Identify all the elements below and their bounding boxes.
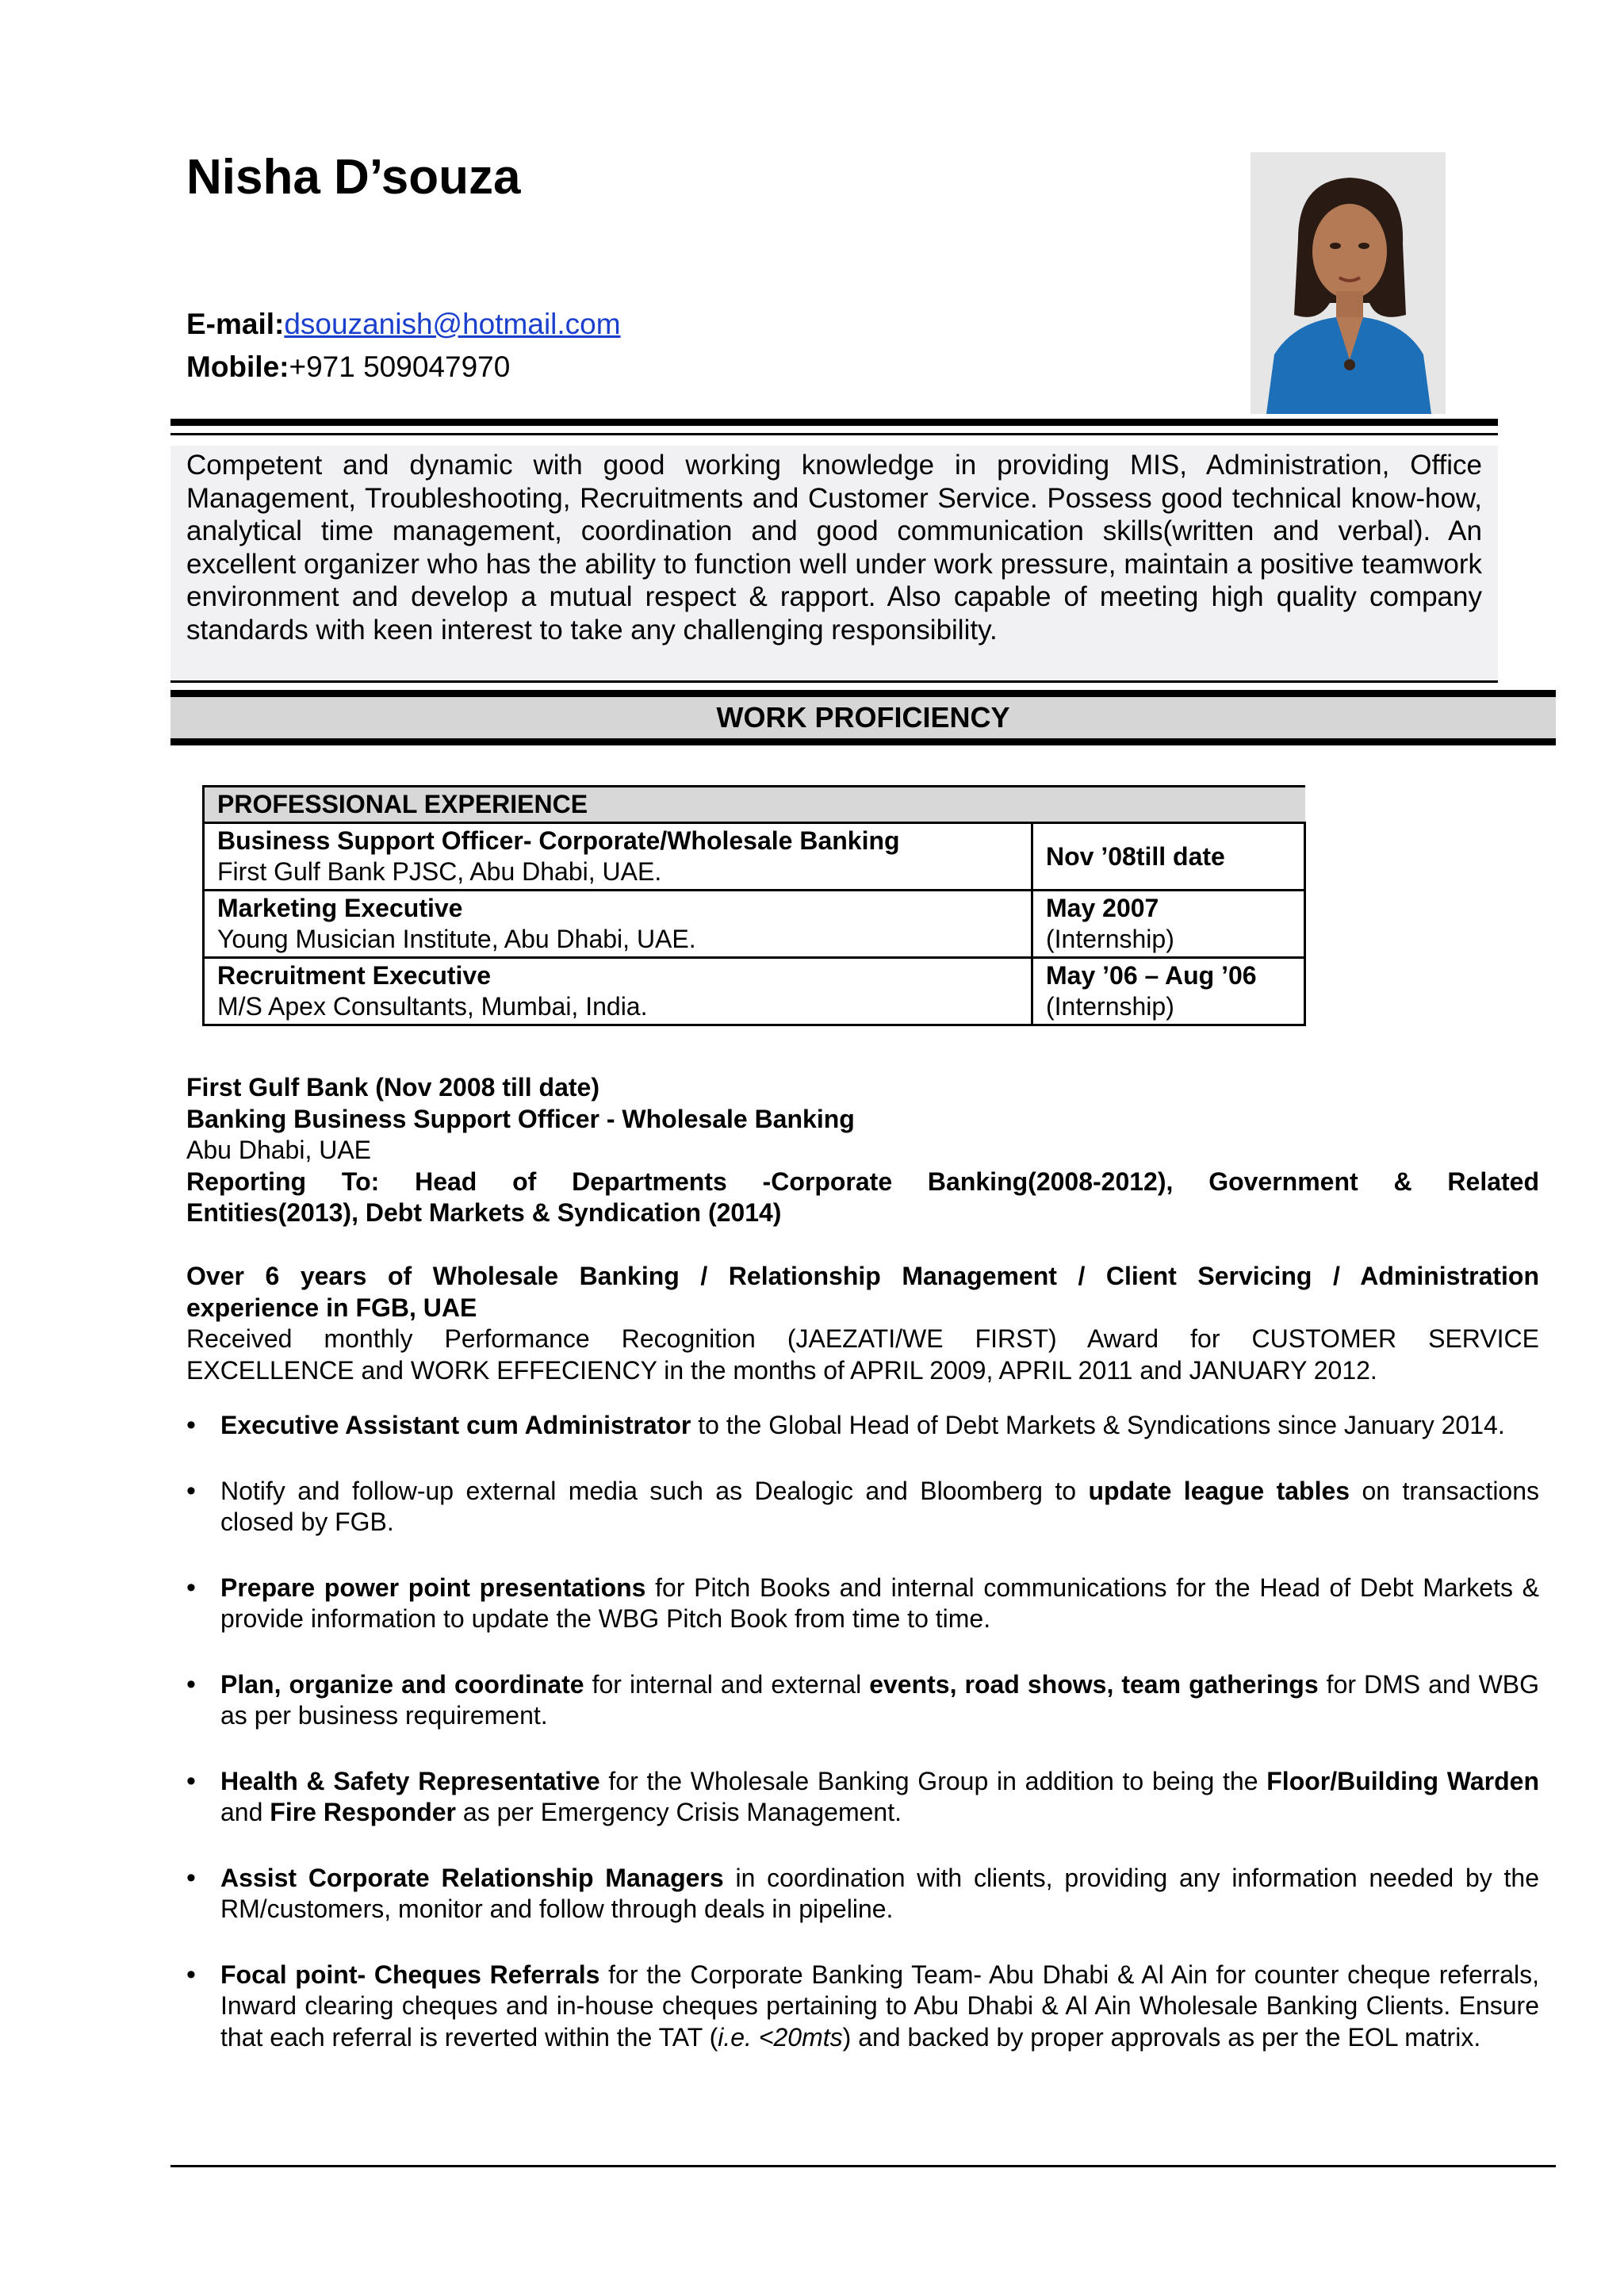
list-item — [186, 1476, 1539, 1538]
list-item — [186, 1766, 1539, 1829]
responsibilities-list — [186, 1410, 1539, 2087]
overview-line-2: experience in FGB, UAE — [186, 1293, 477, 1322]
job-date: May 2007 — [1046, 894, 1159, 922]
experience-table-header — [204, 787, 1305, 823]
job-date: May ’06 – Aug ’06 — [1046, 961, 1257, 990]
bullet-text: for DMS and WBG as per business requirement. — [220, 1669, 1540, 1730]
bullet-bold: events, road shows, team gatherings — [869, 1669, 1319, 1699]
bullet-text: and — [220, 1798, 270, 1826]
date-cell — [1032, 891, 1305, 958]
overview-line-1: Over 6 years of Wholesale Banking / Relationship Management / Client Servicing / Administration — [186, 1262, 1539, 1290]
job-cell — [204, 891, 1032, 958]
bullet-bold: Fire Responder — [270, 1798, 456, 1826]
job-org: First Gulf Bank PJSC, Abu Dhabi, UAE. — [217, 857, 662, 886]
list-item — [186, 1410, 1539, 1442]
fgb-reporting-line-2: Entities(2013), Debt Markets & Syndication (2014) — [186, 1198, 782, 1227]
bullet-bold: Floor/Building Warden — [1266, 1766, 1540, 1795]
list-item — [186, 1960, 1539, 2054]
bullet-text: as per Emergency Crisis Management. — [456, 1798, 902, 1826]
bullet-bold: Focal point- Cheques Referrals — [220, 1960, 600, 1989]
job-date: Nov ’08till date — [1046, 841, 1225, 871]
email-link[interactable]: dsouzanish@hotmail.com — [284, 308, 621, 340]
bullet-bold: Plan, organize and coordinate — [220, 1669, 584, 1699]
job-cell — [204, 823, 1032, 891]
bullet-text: in coordination with clients, providing any information needed by the RM/customers, monitor and follow through deals in pipeline. — [220, 1863, 1540, 1923]
bullet-text: for Pitch Books and internal communications for the Head of Debt Markets & provide information to update the WBG Pitch Book from time to time. — [220, 1573, 1540, 1633]
job-note: (Internship) — [1046, 925, 1174, 953]
bullet-bold: Prepare power point presentations — [220, 1573, 646, 1602]
list-item — [186, 1669, 1539, 1732]
table-row — [204, 823, 1305, 891]
summary-box — [170, 446, 1498, 682]
bullet-bold: Health & Safety Representative — [220, 1766, 600, 1795]
email-label: E-mail: — [186, 308, 285, 340]
bullet-text: on transactions closed by FGB. — [220, 1476, 1540, 1536]
job-note: (Internship) — [1046, 992, 1174, 1021]
bullet-bold: update league tables — [1088, 1476, 1350, 1505]
award-line-2: EXCELLENCE and WORK EFFECIENCY in the months of APRIL 2009, APRIL 2011 and JANUARY 2012. — [186, 1355, 1377, 1385]
list-item — [186, 1573, 1539, 1635]
bullet-text: to the Global Head of Debt Markets & Syndications since January 2014. — [691, 1411, 1505, 1439]
experience-table — [202, 785, 1306, 1026]
job-cell — [204, 958, 1032, 1025]
summary-text: Competent and dynamic with good working knowledge in providing MIS, Administration, Office Management, Troubleshooting, Recruitments and Customer Service. Possess good technical know-how, analytical time management, coordination and good communication skills(written and verbal). An excellent organizer who has the ability to function well under work pressure, maintain a positive teamwork environment and develop a mutual respect & rapport. Also capable of meeting high quality company standards with keen interest to take any challenging responsibility. — [186, 450, 1482, 646]
top-rule-thick — [170, 419, 1498, 426]
fgb-role-line: Banking Business Support Officer - Wholesale Banking — [186, 1104, 855, 1133]
bullet-text: for the Wholesale Banking Group in addition to being the — [599, 1766, 1267, 1795]
bullet-text: ) and backed by proper approvals as per the EOL matrix. — [842, 2022, 1481, 2052]
section-band — [170, 690, 1556, 745]
fgb-location-line: Abu Dhabi, UAE — [186, 1136, 372, 1164]
job-title: Marketing Executive — [217, 894, 463, 922]
mobile-number: +971 509047970 — [289, 351, 511, 383]
fgb-details — [186, 1072, 1539, 1229]
bullet-italic: i.e. <20mts — [718, 2022, 843, 2052]
mobile-line — [186, 351, 510, 384]
profile-photo — [1251, 152, 1446, 414]
section-title: WORK PROFICIENCY — [716, 701, 1010, 734]
job-org: M/S Apex Consultants, Mumbai, India. — [217, 992, 648, 1021]
mobile-label: Mobile: — [186, 351, 289, 383]
fgb-overview — [186, 1261, 1539, 1386]
bullet-bold: Executive Assistant cum Administrator — [220, 1411, 691, 1439]
list-item — [186, 1863, 1539, 1925]
award-line-1: Received monthly Performance Recognition (JAEZATI/WE FIRST) Award for CUSTOMER SERVICE — [186, 1324, 1539, 1353]
date-cell — [1032, 823, 1305, 891]
job-title: Business Support Officer- Corporate/Wholesale Banking — [217, 826, 900, 855]
table-row — [204, 958, 1305, 1025]
bullet-text: for the Corporate Banking Team- Abu Dhabi & Al Ain for counter cheque referrals, Inward clearing cheques and in-house cheques pertaining to Abu Dhabi & Al Ain Wholesale Banking Clients. Ensure that each referral is reverted within the TAT ( — [220, 1960, 1540, 2052]
fgb-reporting-line-1: Reporting To: Head of Departments -Corporate Banking(2008-2012), Government & Related — [186, 1167, 1539, 1196]
table-row — [204, 891, 1305, 958]
summary-bottom-rule — [170, 680, 1498, 683]
bullet-text: Notify and follow-up external media such as Dealogic and Bloomberg to — [220, 1476, 1089, 1505]
experience-heading: PROFESSIONAL EXPERIENCE — [204, 787, 1305, 823]
top-rule-thin — [170, 433, 1498, 435]
job-org: Young Musician Institute, Abu Dhabi, UAE. — [217, 925, 696, 953]
fgb-employer-line: First Gulf Bank (Nov 2008 till date) — [186, 1073, 599, 1102]
bottom-rule — [170, 2165, 1556, 2167]
job-title: Recruitment Executive — [217, 961, 492, 990]
candidate-name: Nisha D’souza — [186, 150, 521, 205]
date-cell — [1032, 958, 1305, 1025]
bullet-bold: Assist Corporate Relationship Managers — [220, 1863, 724, 1892]
bullet-text: for internal and external — [584, 1669, 870, 1699]
email-line — [186, 308, 621, 341]
